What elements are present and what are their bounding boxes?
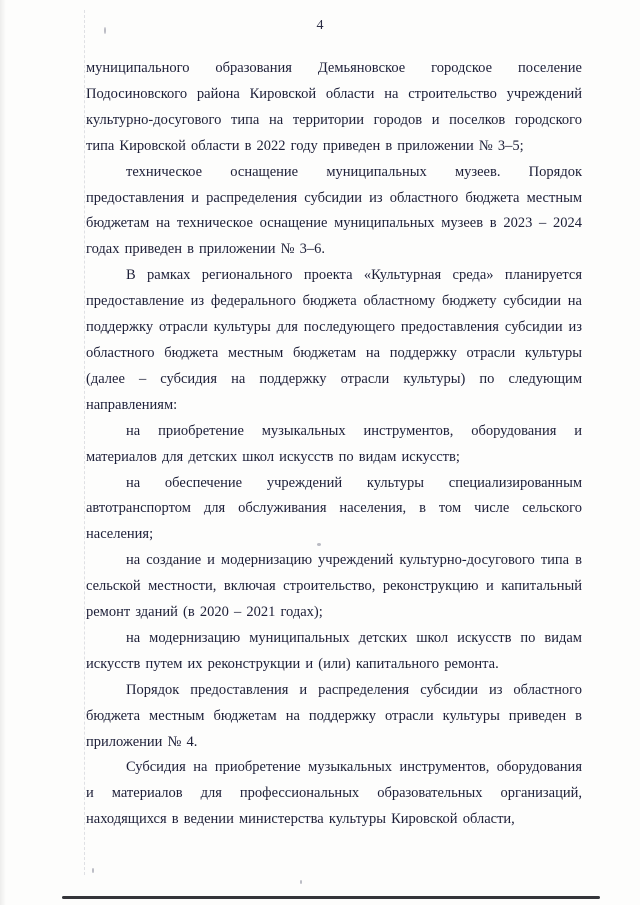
scan-speck xyxy=(300,880,302,884)
scan-margin-line xyxy=(84,10,85,875)
paragraph: муниципального образования Демьяновское городское поселение Подосиновского района Кировской области на строительство учреждений культурно-досугового типа на территории городов и поселков городского типа Кировской области в 2022 году приведен в приложении № 3–5; xyxy=(86,60,582,154)
paragraph: на создание и модернизацию учреждений культурно-досугового типа в сельской местности, включая строительство, реконструкцию и капитальный ремонт зданий (в 2020 – 2021 годах); xyxy=(86,552,582,621)
scan-bottom-line xyxy=(62,896,600,899)
paragraph: Порядок предоставления и распределения субсидии из областного бюджета местным бюджетам на поддержку отрасли культуры приведен в приложении № 4. xyxy=(86,681,582,750)
document-body xyxy=(86,56,582,833)
paragraph: на модернизацию муниципальных детских школ искусств по видам искусств путем их реконструкции и (или) капитального ремонта. xyxy=(86,629,582,672)
scan-edge-shadow xyxy=(0,0,6,905)
page-number: 4 xyxy=(316,18,324,33)
paragraph: техническое оснащение муниципальных музеев. Порядок предоставления и распределения субсидии из областного бюджета местным бюджетам на техническое оснащение муниципальных музеев в 2023 – 2024 годах приведен в приложении № 3–6. xyxy=(86,163,582,258)
paragraph: на приобретение музыкальных инструментов, оборудования и материалов для детских школ искусств по видам искусств; xyxy=(86,422,582,465)
paragraph: Субсидия на приобретение музыкальных инструментов, оборудования и материалов для профессиональных образовательных организаций, находящихся в ведении министерства культуры Кировской области, xyxy=(86,759,582,828)
scan-speck xyxy=(92,868,94,873)
paragraph: на обеспечение учреждений культуры специализированным автотранспортом для обслуживания населения, в том числе сельского населения; xyxy=(86,474,582,543)
paragraph: В рамках регионального проекта «Культурная среда» планируется предоставление из федерального бюджета областному бюджету субсидии на поддержку отрасли культуры для последующего предоставления субсидии из областного бюджета местным бюджетам на поддержку отрасли культуры (далее – субсидия на поддержку отрасли культуры) по следующим направлениям: xyxy=(86,267,582,413)
